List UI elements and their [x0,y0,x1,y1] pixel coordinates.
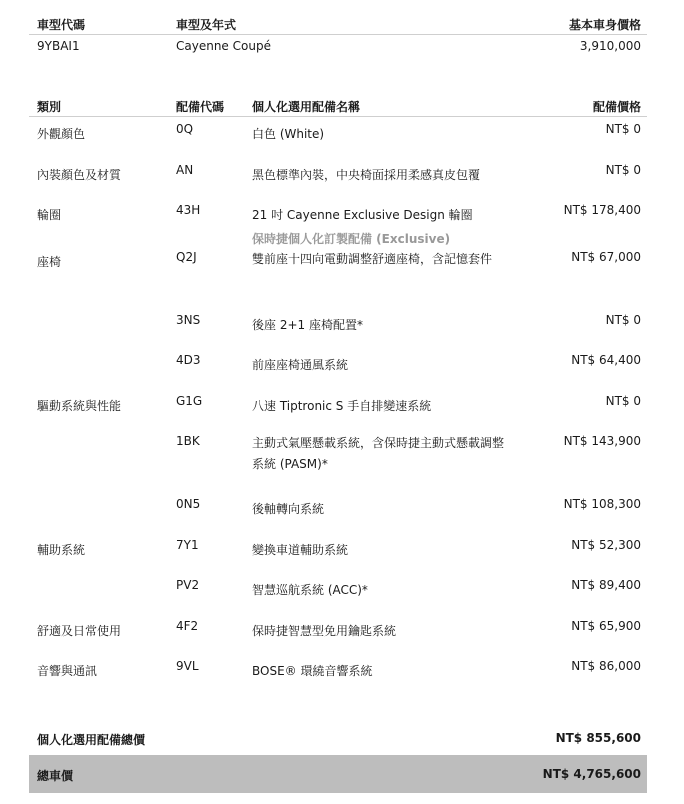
base-price-header: 基本車身價格 [568,18,641,32]
row-price: NT$ 0 [605,394,641,408]
row-category: 內裝顏色及材質 [37,168,122,182]
row-category: 輪圈 [37,208,62,222]
row-price: NT$ 89,400 [571,578,641,592]
row-price: NT$ 64,400 [571,353,641,367]
row-name: 21 吋 Cayenne Exclusive Design 輪圈 [252,208,473,222]
option-name-header: 個人化選用配備名稱 [252,100,361,114]
options-total-label: 個人化選用配備總價 [37,733,146,747]
row-category: 驅動系統與性能 [37,399,122,413]
header-divider [29,34,647,35]
row-category: 舒適及日常使用 [37,624,122,638]
row-price: NT$ 178,400 [563,203,641,217]
model-name: Cayenne Coupé [176,39,271,53]
row-price: NT$ 52,300 [571,538,641,552]
row-code: 7Y1 [176,538,199,552]
exclusive-label: 保時捷個人化訂製配備 (Exclusive) [252,232,451,246]
row-code: 43H [176,203,201,217]
row-name: 黑色標準內裝，中央椅面採用柔感真皮包覆 [252,168,481,182]
row-price: NT$ 0 [605,313,641,327]
row-name: 八速 Tiptronic S 手自排變速系統 [252,399,432,413]
row-code: 3NS [176,313,201,327]
row-name: BOSE® 環繞音響系統 [252,664,373,678]
row-name: 主動式氣壓懸載系統，含保時捷主動式懸載調整系統 (PASM)* [252,436,505,471]
row-name: 智慧巡航系統 (ACC)* [252,583,368,597]
row-code: Q2J [176,250,197,264]
row-code: 0Q [176,122,194,136]
row-name: 前座座椅通風系統 [252,358,349,372]
grand-total-value: NT$ 4,765,600 [542,767,641,781]
options-total-value: NT$ 855,600 [555,731,641,745]
row-code: 4D3 [176,353,201,367]
row-code: 0N5 [176,497,201,511]
model-code-header: 車型代碼 [37,18,86,32]
row-category: 座椅 [37,255,62,269]
row-code: AN [176,163,194,177]
option-code-header: 配備代碼 [176,100,225,114]
row-name: 白色 (White) [252,127,325,141]
row-price: NT$ 0 [605,163,641,177]
row-code: 4F2 [176,619,199,633]
row-price: NT$ 86,000 [571,659,641,673]
category-header: 類別 [37,100,62,114]
row-price: NT$ 143,900 [563,434,641,448]
base-price: 3,910,000 [579,39,641,53]
row-code: 9VL [176,659,199,673]
model-name-header: 車型及年式 [176,18,237,32]
options-header-divider [29,116,647,117]
option-price-header: 配備價格 [592,100,641,114]
row-category: 外觀顏色 [37,127,86,141]
model-code: 9YBAI1 [37,39,80,53]
row-price: NT$ 67,000 [571,250,641,264]
row-price: NT$ 108,300 [563,497,641,511]
row-name: 後軸轉向系統 [252,502,325,516]
row-category: 輔助系統 [37,543,86,557]
row-code: G1G [176,394,203,408]
row-name: 雙前座十四向電動調整舒適座椅，含記憶套件 [252,252,493,266]
row-code: 1BK [176,434,200,448]
row-name: 變換車道輔助系統 [252,543,349,557]
grand-total-label: 總車價 [37,769,74,783]
row-name: 後座 2+1 座椅配置* [252,318,363,332]
row-name: 保時捷智慧型免用鑰匙系統 [252,624,397,638]
row-price: NT$ 65,900 [571,619,641,633]
row-category: 音響與通訊 [37,664,98,678]
row-price: NT$ 0 [605,122,641,136]
row-code: PV2 [176,578,200,592]
